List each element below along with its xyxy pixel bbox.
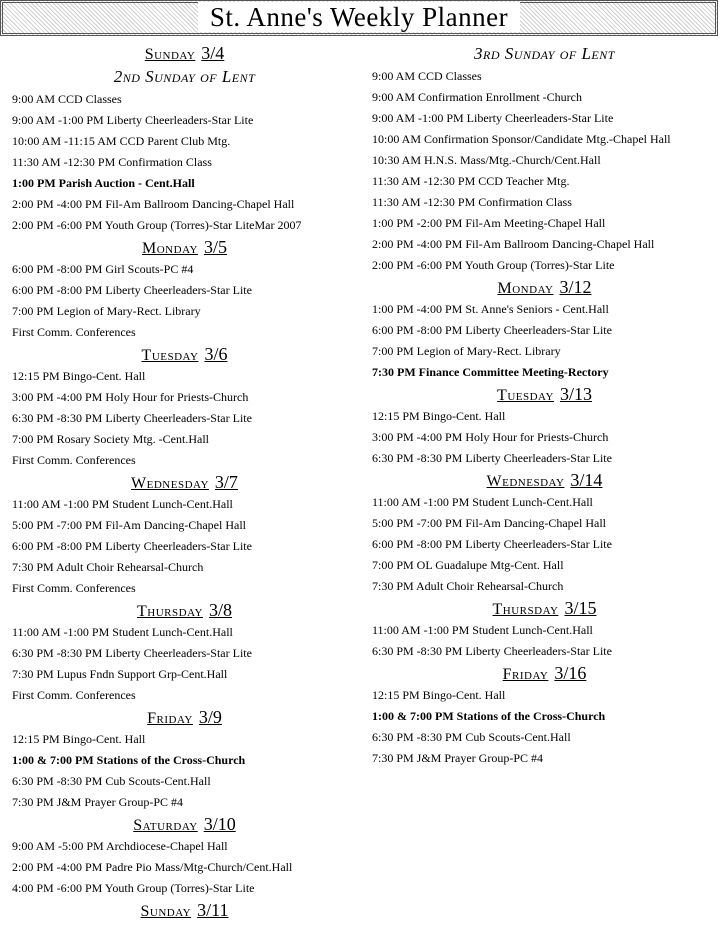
event-item: 12:15 PM Bingo-Cent. Hall	[12, 732, 146, 746]
title-frame	[198, 2, 520, 32]
event-item: 2:00 PM -4:00 PM Padre Pio Mass/Mtg-Church/Cent.Hall	[12, 860, 293, 874]
event-list	[372, 66, 717, 276]
day-section	[12, 899, 357, 922]
liturgical-occasion: 2nd Sunday of Lent	[113, 67, 256, 86]
event-item: 6:00 PM -8:00 PM Liberty Cheerleaders-Star Lite	[372, 537, 612, 551]
event-item: 9:00 AM Confirmation Enrollment -Church	[372, 90, 582, 104]
title-banner	[0, 0, 718, 36]
day-name: Sunday	[140, 903, 192, 920]
event-list	[12, 89, 357, 236]
event-item: 12:15 PM Bingo-Cent. Hall	[372, 409, 506, 423]
event-item: First Comm. Conferences	[12, 325, 136, 339]
event-item: 7:30 PM J&M Prayer Group-PC #4	[12, 795, 184, 809]
day-heading	[12, 42, 357, 65]
event-item: 7:00 PM Rosary Society Mtg. -Cent.Hall	[12, 432, 209, 446]
day-section	[12, 42, 357, 236]
day-heading	[12, 813, 357, 836]
event-item: 1:00 & 7:00 PM Stations of the Cross-Church	[372, 709, 606, 723]
event-item: 9:00 AM -1:00 PM Liberty Cheerleaders-Star Lite	[372, 111, 614, 125]
event-item: 2:00 PM -6:00 PM Youth Group (Torres)-Star LiteMar 2007	[12, 218, 302, 232]
day-heading	[12, 899, 357, 922]
event-item: 1:00 PM Parish Auction - Cent.Hall	[12, 176, 195, 190]
day-date: 3/14	[570, 470, 603, 490]
event-item: 7:00 PM Legion of Mary-Rect. Library	[12, 304, 201, 318]
event-item: 6:30 PM -8:30 PM Cub Scouts-Cent.Hall	[12, 774, 211, 788]
day-section	[372, 383, 717, 469]
day-date: 3/6	[204, 344, 228, 364]
event-item: First Comm. Conferences	[12, 453, 136, 467]
day-name: Thursday	[492, 601, 559, 618]
day-name: Wednesday	[131, 475, 209, 492]
day-section	[12, 236, 357, 343]
day-name: Sunday	[144, 46, 196, 63]
day-section	[12, 599, 357, 706]
day-date: 3/15	[564, 598, 597, 618]
day-name: Tuesday	[497, 387, 554, 404]
page-title: St. Anne's Weekly Planner	[209, 1, 509, 32]
event-item: 11:30 AM -12:30 PM CCD Teacher Mtg.	[372, 174, 570, 188]
event-item: 6:30 PM -8:30 PM Liberty Cheerleaders-Star Lite	[372, 644, 612, 658]
event-item: 1:00 & 7:00 PM Stations of the Cross-Church	[12, 753, 246, 767]
event-item: 6:00 PM -8:00 PM Liberty Cheerleaders-Star Lite	[372, 323, 612, 337]
event-item: 6:00 PM -8:00 PM Girl Scouts-PC #4	[12, 262, 194, 276]
event-list	[12, 259, 357, 343]
day-heading	[372, 383, 717, 406]
day-section	[12, 343, 357, 471]
event-item: 9:00 AM -1:00 PM Liberty Cheerleaders-Star Lite	[12, 113, 254, 127]
left-column	[12, 42, 357, 922]
event-item: 6:00 PM -8:00 PM Liberty Cheerleaders-Star Lite	[12, 283, 252, 297]
event-item: 1:00 PM -2:00 PM Fil-Am Meeting-Chapel Hall	[372, 216, 606, 230]
day-date: 3/16	[554, 663, 587, 683]
event-item: 7:30 PM Finance Committee Meeting-Rectory	[372, 365, 609, 379]
day-date: 3/11	[197, 900, 229, 920]
day-heading	[12, 471, 357, 494]
event-item: 6:30 PM -8:30 PM Cub Scouts-Cent.Hall	[372, 730, 571, 744]
liturgical-occasion: 3rd Sunday of Lent	[474, 44, 615, 63]
day-name: Tuesday	[141, 347, 199, 364]
event-item: 1:00 PM -4:00 PM St. Anne's Seniors - Cent.Hall	[372, 302, 609, 316]
day-section	[372, 42, 717, 276]
event-item: 9:00 AM CCD Classes	[12, 92, 122, 106]
day-date: 3/7	[214, 472, 238, 492]
event-list	[12, 366, 357, 471]
event-item: 6:30 PM -8:30 PM Liberty Cheerleaders-Star Lite	[12, 646, 252, 660]
event-item: 9:00 AM -5:00 PM Archdiocese-Chapel Hall	[12, 839, 228, 853]
event-item: 7:30 PM Lupus Fndn Support Grp-Cent.Hall	[12, 667, 228, 681]
event-item: 7:00 PM Legion of Mary-Rect. Library	[372, 344, 561, 358]
day-section	[372, 597, 717, 662]
event-item: 2:00 PM -4:00 PM Fil-Am Ballroom Dancing-Chapel Hall	[372, 237, 655, 251]
event-item: First Comm. Conferences	[12, 688, 136, 702]
day-section	[372, 662, 717, 769]
event-item: 11:00 AM -1:00 PM Student Lunch-Cent.Hall	[372, 495, 593, 509]
day-section	[372, 276, 717, 383]
event-item: 5:00 PM -7:00 PM Fil-Am Dancing-Chapel Hall	[12, 518, 246, 532]
event-item: 11:30 AM -12:30 PM Confirmation Class	[372, 195, 572, 209]
event-list	[12, 729, 357, 813]
event-item: 5:00 PM -7:00 PM Fil-Am Dancing-Chapel Hall	[372, 516, 606, 530]
day-date: 3/9	[198, 707, 222, 727]
event-item: 11:30 AM -12:30 PM Confirmation Class	[12, 155, 212, 169]
event-list	[12, 494, 357, 599]
day-name: Friday	[502, 666, 549, 683]
day-heading	[12, 706, 357, 729]
event-item: 11:00 AM -1:00 PM Student Lunch-Cent.Hall	[372, 623, 593, 637]
event-item: 4:00 PM -6:00 PM Youth Group (Torres)-Star Lite	[12, 881, 255, 895]
event-list	[372, 620, 717, 662]
event-item: 7:00 PM OL Guadalupe Mtg-Cent. Hall	[372, 558, 564, 572]
day-date: 3/12	[559, 277, 592, 297]
right-column	[372, 42, 717, 769]
event-item: 10:00 AM Confirmation Sponsor/Candidate Mtg.-Chapel Hall	[372, 132, 671, 146]
event-item: 10:00 AM -11:15 AM CCD Parent Club Mtg.	[12, 134, 231, 148]
event-list	[372, 299, 717, 383]
day-date: 3/13	[559, 384, 592, 404]
event-item: 2:00 PM -6:00 PM Youth Group (Torres)-Star Lite	[372, 258, 615, 272]
day-heading	[12, 236, 357, 259]
event-list	[12, 622, 357, 706]
event-item: 12:15 PM Bingo-Cent. Hall	[372, 688, 506, 702]
day-section	[12, 706, 357, 813]
day-heading	[12, 343, 357, 366]
event-list	[372, 685, 717, 769]
day-heading	[372, 469, 717, 492]
day-heading	[12, 599, 357, 622]
event-item: 7:30 PM Adult Choir Rehearsal-Church	[372, 579, 564, 593]
event-item: 2:00 PM -4:00 PM Fil-Am Ballroom Dancing-Chapel Hall	[12, 197, 295, 211]
day-section	[12, 471, 357, 599]
event-item: First Comm. Conferences	[12, 581, 136, 595]
day-section	[12, 813, 357, 899]
day-heading	[372, 662, 717, 685]
day-section	[372, 469, 717, 597]
day-name: Wednesday	[486, 473, 565, 490]
day-name: Monday	[142, 240, 198, 257]
event-item: 7:30 PM Adult Choir Rehearsal-Church	[12, 560, 204, 574]
event-list	[372, 492, 717, 597]
event-item: 12:15 PM Bingo-Cent. Hall	[12, 369, 146, 383]
event-item: 6:30 PM -8:30 PM Liberty Cheerleaders-Star Lite	[372, 451, 612, 465]
day-date: 3/5	[203, 237, 227, 257]
event-list	[372, 406, 717, 469]
event-item: 10:30 AM H.N.S. Mass/Mtg.-Church/Cent.Hall	[372, 153, 601, 167]
event-item: 3:00 PM -4:00 PM Holy Hour for Priests-Church	[372, 430, 609, 444]
day-name: Monday	[497, 280, 554, 297]
day-heading	[372, 597, 717, 620]
day-date: 3/8	[208, 600, 232, 620]
event-item: 11:00 AM -1:00 PM Student Lunch-Cent.Hall	[12, 497, 233, 511]
event-item: 9:00 AM CCD Classes	[372, 69, 482, 83]
day-name: Thursday	[137, 603, 203, 620]
event-item: 7:30 PM J&M Prayer Group-PC #4	[372, 751, 544, 765]
day-date: 3/4	[201, 43, 225, 63]
day-date: 3/10	[203, 814, 236, 834]
event-list	[12, 836, 357, 899]
event-item: 6:00 PM -8:00 PM Liberty Cheerleaders-Star Lite	[12, 539, 252, 553]
event-item: 11:00 AM -1:00 PM Student Lunch-Cent.Hall	[12, 625, 233, 639]
event-item: 3:00 PM -4:00 PM Holy Hour for Priests-Church	[12, 390, 249, 404]
day-name: Friday	[147, 710, 193, 727]
day-heading	[372, 276, 717, 299]
day-name: Saturday	[133, 817, 198, 834]
event-item: 6:30 PM -8:30 PM Liberty Cheerleaders-Star Lite	[12, 411, 252, 425]
